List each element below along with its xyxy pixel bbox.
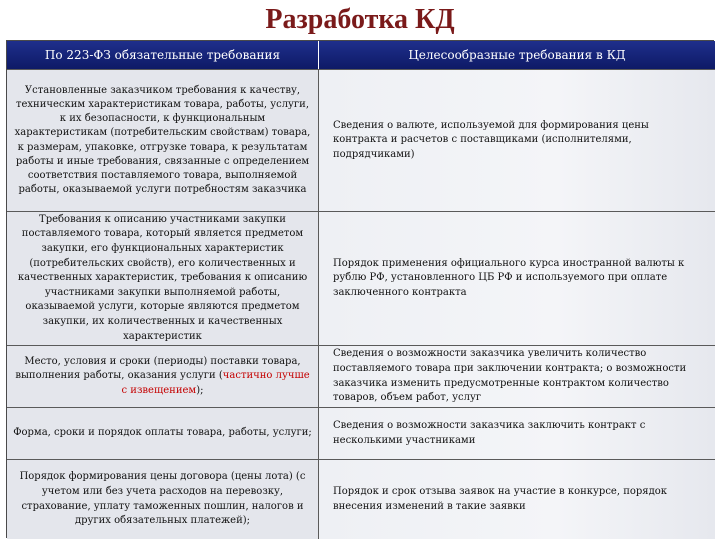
- header-mandatory: По 223-ФЗ обязательные требования: [7, 41, 319, 69]
- row-2-advisable: Порядок применения официального курса иностранной валюты к рублю РФ, установленного ЦБ РФ и используемого при оплате заключенного контракта: [319, 211, 715, 345]
- row-5-mandatory: Порядок формирования цены договора (цены лота) (с учетом или без учета расходов на перевозку, страхование, уплату таможенных пошлин, налогов и других обязательных платежей);: [7, 459, 319, 539]
- header-advisable: Целесообразные требования в КД: [319, 41, 715, 69]
- slide-title: Разработка КД: [265, 4, 455, 35]
- row-5-advisable: Порядок и срок отзыва заявок на участие в конкурсе, порядок внесения изменений в такие заявки: [319, 459, 715, 539]
- row-3-mandatory-text: Место, условия и сроки (периоды) поставки товара, выполнения работы, оказания услуги (частично лучше с извещением);: [15, 355, 310, 396]
- row-4-advisable: Сведения о возможности заказчика заключить контракт с несколькими участниками: [319, 407, 715, 459]
- row-3-advisable: Сведения о возможности заказчика увеличить количество поставляемого товара при заключении контракта; о возможности заказчика изменить предусмотренные контрактом количество товаров, объем работ, услуг: [319, 345, 715, 407]
- row-2-mandatory: Требования к описанию участниками закупки поставляемого товара, который является предметом закупки, его функциональных характеристик (потребительских свойств), его количественных и качественных характеристик, требования к описанию участниками закупки выполняемой работы, оказываемой услуги, которые являются предметом закупки, их количественных и качественных характеристик: [7, 211, 319, 345]
- row-1-advisable: Сведения о валюте, используемой для формирования цены контракта и расчетов с поставщиками (исполнителями, подрядчиками): [319, 69, 715, 211]
- row-4-mandatory: Форма, сроки и порядок оплаты товара, работы, услуги;: [7, 407, 319, 459]
- row-3-mandatory: [7, 345, 319, 407]
- requirements-table: [6, 40, 714, 538]
- row-3-highlight: частично лучше с извещением: [121, 370, 310, 396]
- row-1-mandatory: Установленные заказчиком требования к качеству, техническим характеристикам товара, работы, услуги, к их безопасности, к функциональным характеристикам (потребительским свойствам) товара, к размерам, упаковке, отгрузке товара, к результатам работы и иные требования, связанные с определением соответствия поставляемого товара, выполняемой работы, оказываемой услуги потребностям заказчика: [7, 69, 319, 211]
